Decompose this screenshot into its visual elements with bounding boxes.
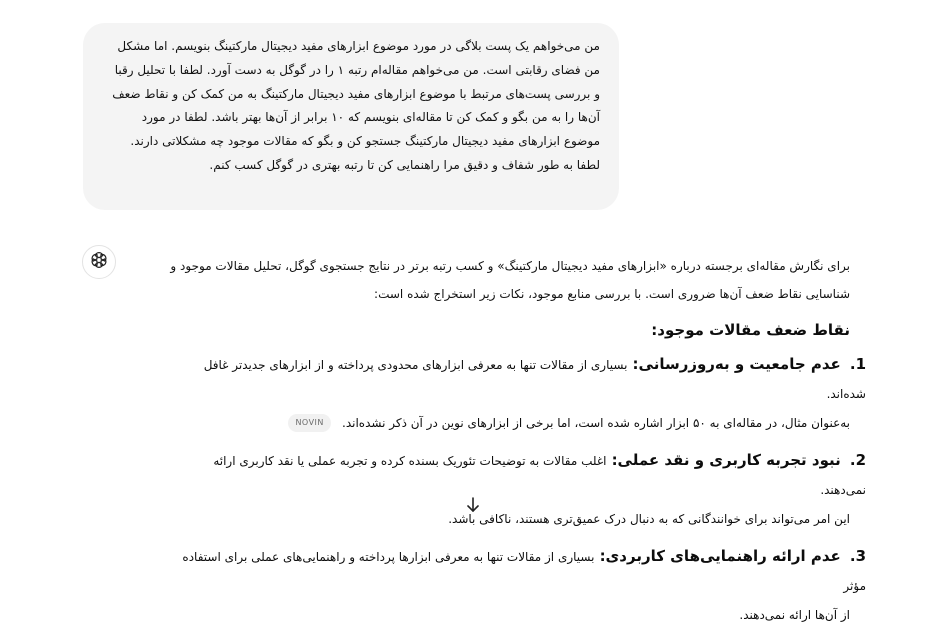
scroll-to-bottom-button[interactable]	[461, 496, 485, 514]
list-item-title: عدم ارائه راهنمایی‌های کاربردی:	[599, 547, 841, 565]
list-item-title: نبود تجربه کاربری و نقد عملی:	[611, 451, 841, 469]
source-citation-badge[interactable]: NOVIN	[288, 414, 330, 432]
list-item-text: بسیاری از مقالات تنها به معرفی ابزارها پرداخته و راهنمایی‌های عملی برای استفاده مؤثر	[182, 550, 866, 593]
list-item	[170, 350, 866, 437]
list-item-number: 2.	[849, 451, 866, 469]
list-item-text-continued: به‌عنوان مثال، در مقاله‌ای به ۵۰ ابزار اشاره شده است، اما برخی از ابزارهای نوین در آن ذکر نشده‌اند.	[342, 416, 850, 430]
list-item-number: 3.	[849, 547, 866, 565]
weakness-list	[170, 350, 866, 629]
assistant-message	[170, 252, 866, 638]
list-item-text-continued: این امر می‌تواند برای خوانندگانی که به دنبال درک عمیق‌تری هستند، ناکافی باشد.	[448, 512, 850, 526]
list-item-text: بسیاری از مقالات تنها به معرفی ابزارهای محدودی پرداخته و از ابزارهای جدیدتر غافل شده‌اند.	[203, 358, 866, 401]
list-item-title: عدم جامعیت و به‌روزرسانی:	[632, 355, 841, 373]
user-message-text: من می‌خواهم یک پست بلاگی در مورد موضوع ابزارهای مفید دیجیتال مارکتینگ بنویسم. اما مشکل من فضای رقابتی است. من می‌خواهم مقاله‌ام رتبه ۱ را در گوگل به دست آورد. لطفا با تحلیل رقبا و بررسی پست‌های مرتبط با موضوع ابزارهای مفید دیجیتال مارکتینگ به من کمک کن و نقاط ضعف آن‌ها را به من بگو و کمک کن تا مقاله‌ای بنویسم که ۱۰ برابر از آن‌ها بهتر باشد. لطفا در مورد موضوع ابزارهای مفید دیجیتال مارکتینگ جستجو کن و بگو که مقالات موجود چه مشکلاتی دارند. لطفا به طور شفاف و دقیق مرا راهنمایی کن تا رتبه بهتری در گوگل کسب کنم.	[112, 39, 600, 172]
list-item-text: اغلب مقالات به توضیحات تئوریک بسنده کرده و تجربه عملی یا نقد کاربری ارائه نمی‌دهند.	[213, 454, 866, 497]
arrow-down-icon	[466, 496, 480, 518]
user-message-bubble	[83, 23, 619, 210]
assistant-intro: برای نگارش مقاله‌ای برجسته درباره «ابزارهای مفید دیجیتال مارکتینگ» و کسب رتبه برتر در نتایج جستجوی گوگل، تحلیل مقالات موجود و شناسایی نقاط ضعف آن‌ها ضروری است. با بررسی منابع موجود، نکات زیر استخراج شده است:	[170, 259, 850, 301]
list-item	[170, 542, 866, 629]
weakness-heading: نقاط ضعف مقالات موجود:	[651, 321, 850, 339]
list-item-text-continued: از آن‌ها ارائه نمی‌دهند.	[739, 608, 850, 622]
list-item	[170, 446, 866, 533]
list-item-number: 1.	[849, 355, 866, 373]
openai-logo-icon	[89, 250, 109, 274]
assistant-avatar	[82, 245, 116, 279]
